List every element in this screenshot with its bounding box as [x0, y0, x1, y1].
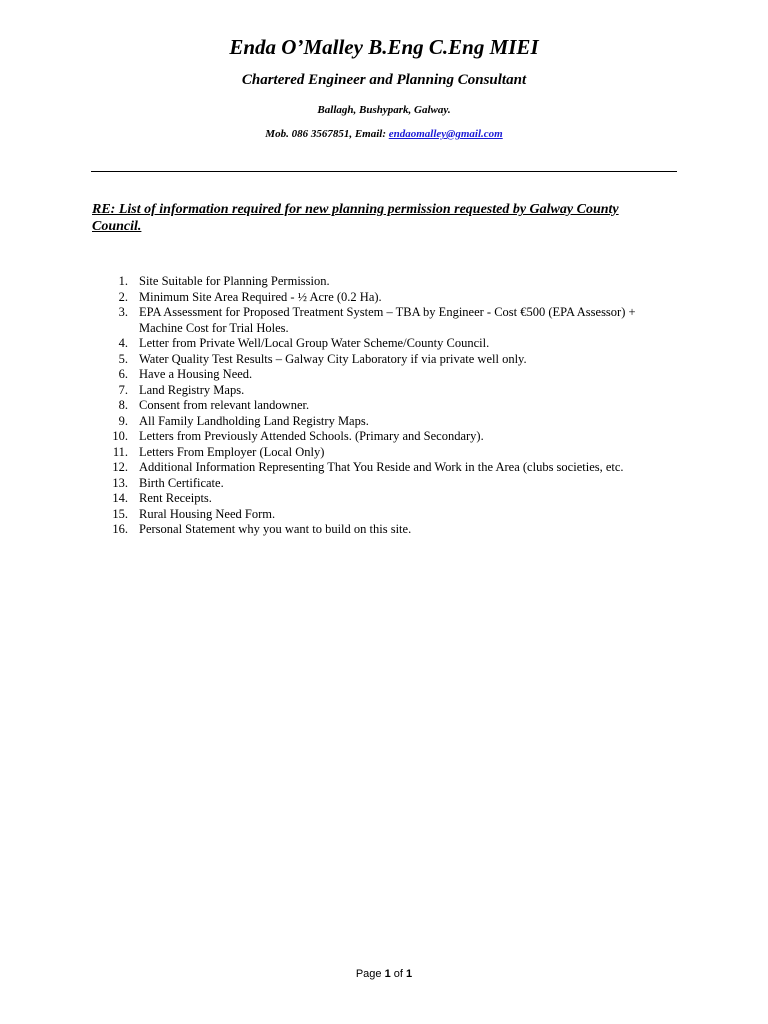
list-item	[100, 476, 680, 492]
list-item-number: 9.	[118, 413, 128, 428]
list-item	[100, 460, 680, 476]
list-item-number: 6.	[118, 367, 128, 381]
list-item-number: 16.	[112, 522, 128, 536]
list-item-number: 3.	[118, 305, 128, 319]
author-address: Ballagh, Bushypark, Galway.	[317, 104, 451, 116]
list-item	[100, 336, 680, 352]
list-item-text: Rent Receipts.	[139, 491, 212, 505]
list-item-text: Water Quality Test Results – Galway City Laboratory if via private well only.	[139, 351, 527, 366]
list-item	[100, 383, 680, 399]
list-item-text: Additional Information Representing That You Reside and Work in the Area (clubs societies, etc.	[139, 460, 624, 474]
page-of: of	[390, 968, 407, 980]
list-item-text: Personal Statement why you want to build on this site.	[139, 522, 412, 536]
header-divider	[91, 171, 677, 172]
contact-line	[0, 128, 768, 140]
list-item-number: 15.	[112, 506, 128, 521]
list-item-text: Rural Housing Need Form.	[139, 506, 276, 521]
list-item	[100, 522, 680, 538]
list-item-text: Letters From Employer (Local Only)	[139, 444, 325, 459]
list-item-number: 2.	[118, 289, 128, 304]
list-item	[100, 290, 680, 306]
page-total: 1	[406, 968, 413, 980]
list-item-number: 7.	[118, 382, 128, 397]
list-item	[100, 507, 680, 523]
list-item-text: Have a Housing Need.	[139, 367, 253, 381]
list-item-text: Land Registry Maps.	[139, 382, 245, 397]
list-item-text: All Family Landholding Land Registry Maps.	[139, 413, 369, 428]
author-name: Enda O’Malley B.Eng C.Eng MIEI	[229, 35, 539, 59]
list-item-text: Letters from Previously Attended Schools. (Primary and Secondary).	[139, 429, 484, 443]
list-item	[100, 445, 680, 461]
page-label: Page	[355, 968, 385, 980]
list-item-text: Consent from relevant landowner.	[139, 398, 310, 412]
email-link[interactable]: endaomalley@gmail.com	[388, 128, 503, 140]
list-item-number: 12.	[112, 460, 128, 474]
list-item-number: 11.	[112, 444, 128, 459]
page-footer	[0, 968, 768, 980]
list-item-text: Site Suitable for Planning Permission.	[139, 274, 330, 288]
list-item	[100, 398, 680, 414]
list-item	[100, 429, 680, 445]
list-item	[100, 274, 680, 290]
page-current: 1	[384, 968, 391, 980]
list-item-number: 14.	[112, 491, 128, 505]
list-item	[100, 305, 680, 336]
list-item-text: EPA Assessment for Proposed Treatment System – TBA by Engineer - Cost €500 (EPA Assessor) + Machine Cost for Trial Holes.	[139, 305, 636, 335]
list-item	[100, 491, 680, 507]
list-item-number: 13.	[112, 475, 128, 490]
list-item-number: 5.	[118, 351, 128, 366]
list-item-number: 8.	[118, 398, 128, 412]
list-item-text: Minimum Site Area Required - ½ Acre (0.2 Ha).	[139, 289, 382, 304]
subject-line: RE: List of information required for new planning permission requested by Galway County Council.	[92, 202, 619, 234]
list-item-number: 10.	[112, 429, 128, 443]
author-title: Chartered Engineer and Planning Consultant	[241, 72, 527, 88]
list-item	[100, 414, 680, 430]
requirements-list	[100, 274, 680, 538]
list-item	[100, 367, 680, 383]
list-item-number: 4.	[118, 336, 128, 350]
contact-phone: Mob. 086 3567851, Email:	[265, 128, 389, 140]
list-item-text: Birth Certificate.	[139, 475, 224, 490]
list-item-text: Letter from Private Well/Local Group Water Scheme/County Council.	[139, 336, 490, 350]
list-item	[100, 352, 680, 368]
list-item-number: 1.	[118, 274, 128, 288]
